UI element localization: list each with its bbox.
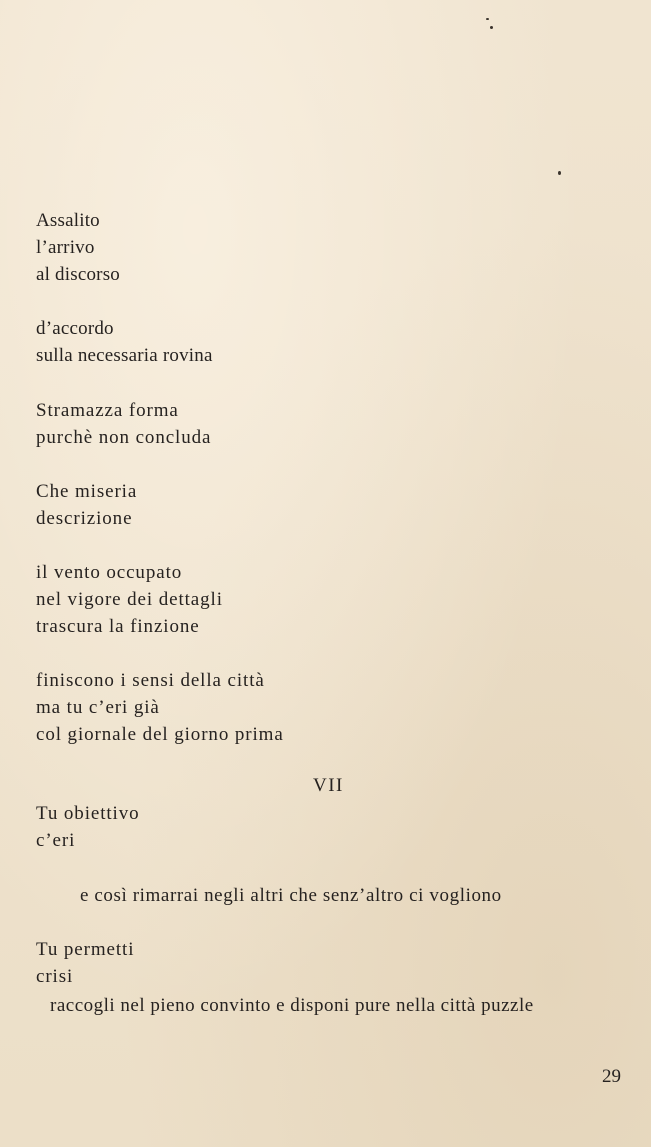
poem-line: Tu permetti: [36, 939, 135, 960]
poem-line: l’arrivo: [36, 237, 95, 258]
poem-line: descrizione: [36, 508, 133, 529]
poem-line: al discorso: [36, 264, 120, 285]
poem-line: il vento occupato: [36, 562, 183, 583]
poem-line: Assalito: [36, 210, 100, 231]
poem-line: Che miseria: [36, 481, 138, 502]
section-heading: VII: [313, 775, 344, 796]
poem-line: purchè non concluda: [36, 427, 212, 448]
poem-line: c’eri: [36, 830, 76, 851]
poem-indented-line: e così rimarrai negli altri che senz’altro ci vogliono: [80, 885, 502, 906]
poem-line: Stramazza forma: [36, 400, 179, 421]
poem-line: sulla necessaria rovina: [36, 345, 213, 366]
poem-line: trascura la finzione: [36, 616, 200, 637]
page-number: 29: [602, 1066, 621, 1087]
poem-indented-line: raccogli nel pieno convinto e disponi pure nella città puzzle: [50, 995, 534, 1016]
ink-speck: [558, 171, 561, 175]
ink-speck: [490, 26, 493, 29]
poem-line: finiscono i sensi della città: [36, 670, 265, 691]
poem-line: crisi: [36, 966, 74, 987]
poem-line: d’accordo: [36, 318, 114, 339]
poem-line: Tu obiettivo: [36, 803, 140, 824]
poem-line: ma tu c’eri già: [36, 697, 160, 718]
ink-speck: [486, 18, 489, 20]
poem-line: col giornale del giorno prima: [36, 724, 284, 745]
poem-line: nel vigore dei dettagli: [36, 589, 223, 610]
